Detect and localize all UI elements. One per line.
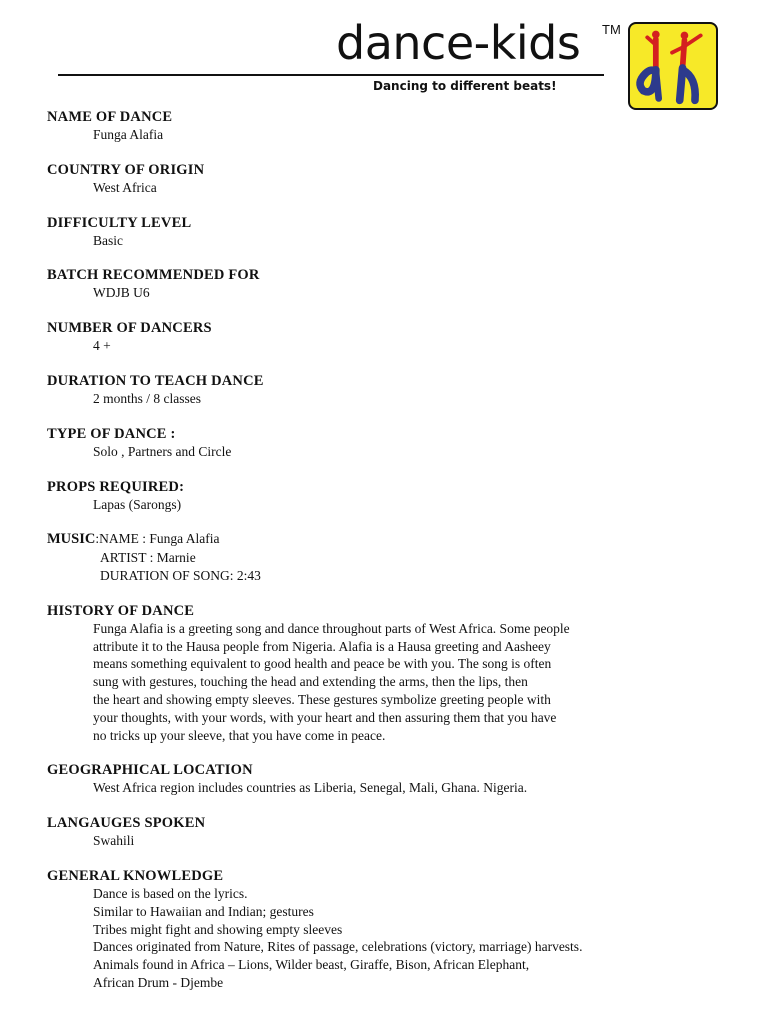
field-label: DURATION TO TEACH DANCE [47,372,264,389]
section-difficulty-level [47,214,727,250]
document-header [0,0,768,115]
section-country-of-origin [47,161,727,197]
paragraph-line: the heart and showing empty sleeves. These gestures symbolize greeting people with [93,691,551,707]
music-name: :NAME : Funga Alafia [95,531,220,547]
section-duration-to-teach [47,372,727,408]
list-item: African Drum - Djembe [93,974,224,990]
field-label: MUSIC [47,531,96,548]
field-label: LANGAUGES SPOKEN [47,815,206,832]
field-value: West Africa [93,179,157,195]
field-label: TYPE OF DANCE : [47,425,176,442]
list-item: Dance is based on the lyrics. [93,885,248,901]
dance-info-sheet [47,108,727,1009]
music-duration: DURATION OF SONG: 2:43 [100,567,261,583]
field-label: PROPS REQUIRED: [47,478,185,495]
section-number-of-dancers [47,319,727,355]
trademark-mark: TM [602,22,621,37]
field-label: NAME OF DANCE [47,109,173,125]
section-geographical-location [47,761,727,797]
section-props-required [47,478,727,514]
section-batch-recommended [47,266,727,302]
field-label: DIFFICULTY LEVEL [47,214,192,231]
field-value: Solo , Partners and Circle [93,443,232,459]
paragraph-line: means something equivalent to good health and peace be with you. The song is often [93,656,552,672]
field-label: HISTORY OF DANCE [47,602,195,619]
paragraph-line: sung with gestures, touching the head and extending the arms, then the lips, then [93,674,528,690]
field-value: Swahili [93,833,135,849]
field-value: 4 + [93,338,111,354]
brand-tagline: Dancing to different beats! [373,79,557,93]
field-label: GENERAL KNOWLEDGE [47,867,224,884]
paragraph-line: your thoughts, with your words, with your heart and then assuring them that you have [93,709,557,725]
field-value: Basic [93,232,123,248]
header-rule [58,74,604,76]
field-label: COUNTRY OF ORIGIN [47,161,205,178]
section-general-knowledge [47,867,727,992]
music-name-row [47,530,727,549]
brand-title: dance-kids [336,16,581,70]
list-item: Similar to Hawaiian and Indian; gestures [93,903,314,919]
section-history-of-dance [47,602,727,745]
list-item: Dances originated from Nature, Rites of passage, celebrations (victory, marriage) harvests. [93,939,583,955]
field-value: 2 months / 8 classes [93,390,201,406]
section-type-of-dance [47,425,727,461]
field-label: NUMBER OF DANCERS [47,320,212,337]
field-value: West Africa region includes countries as Liberia, Senegal, Mali, Ghana. Nigeria. [93,780,528,796]
paragraph-line: no tricks up your sleeve, that you have come in peace. [93,727,386,743]
paragraph-line: Funga Alafia is a greeting song and dance throughout parts of West Africa. Some people [93,620,570,636]
paragraph-line: attribute it to the Hausa people from Nigeria. Alafia is a Hausa greeting and Aasheey [93,638,551,654]
field-value: Funga Alafia [93,127,164,142]
section-music [47,530,727,584]
music-artist: ARTIST : Marnie [100,550,196,566]
section-languages-spoken [47,814,727,850]
section-name-of-dance [47,108,727,144]
field-value: Lapas (Sarongs) [93,496,182,512]
field-label: GEOGRAPHICAL LOCATION [47,762,253,779]
dk-dancers-logo-icon [628,22,718,110]
field-label: BATCH RECOMMENDED FOR [47,267,260,284]
field-value: WDJB U6 [93,285,150,301]
list-item: Animals found in Africa – Lions, Wilder beast, Giraffe, Bison, African Elephant, [93,957,530,973]
list-item: Tribes might fight and showing empty sleeves [93,921,343,937]
